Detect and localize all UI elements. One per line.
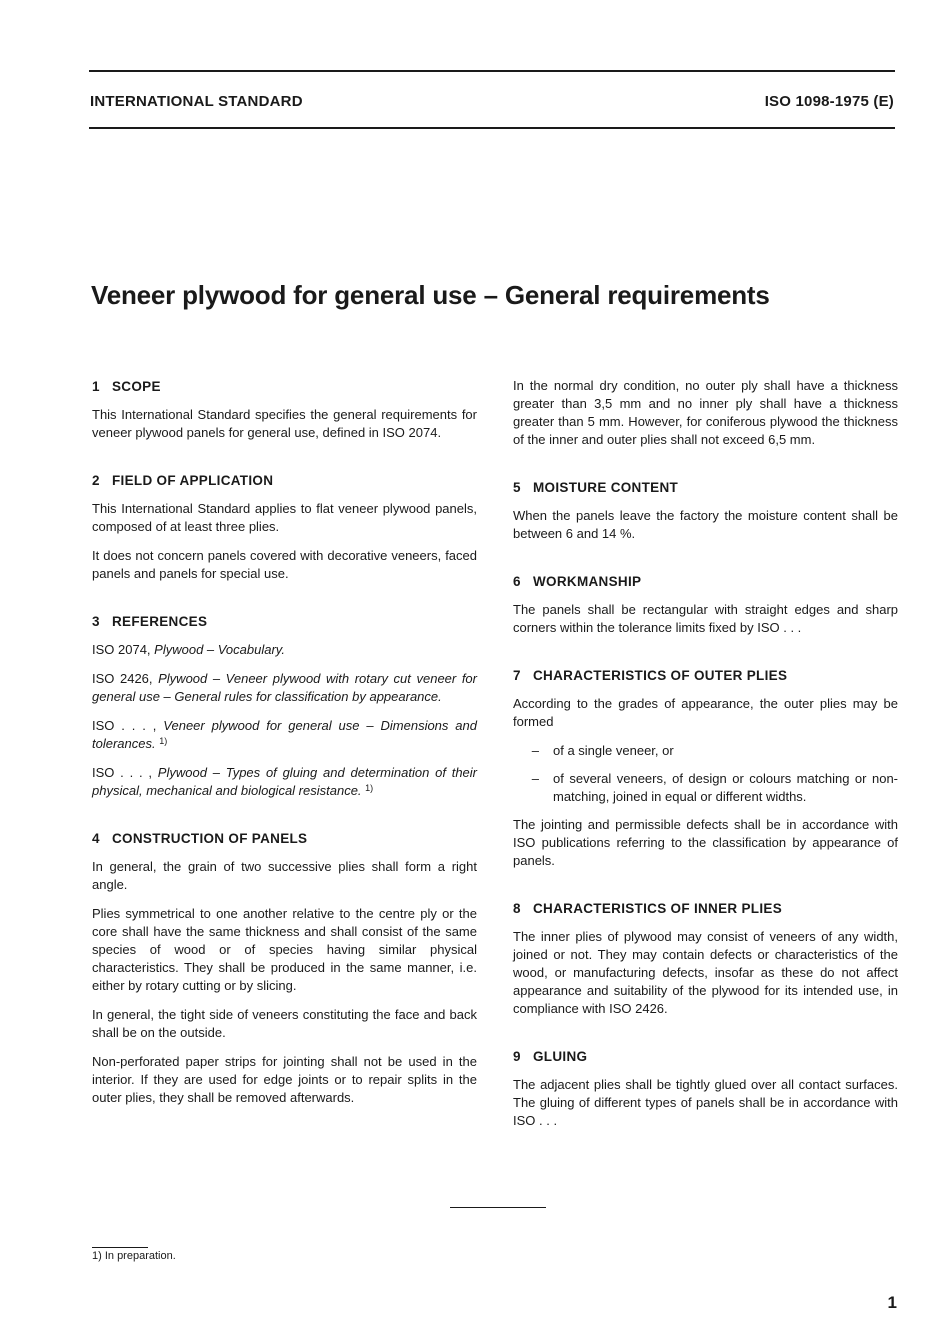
reference-title: Plywood – Veneer plywood with rotary cut veneer for general use – General rules for classification by appearance.: [92, 671, 477, 704]
footnote-marker: 1): [365, 783, 374, 793]
section-outer-plies: [513, 667, 898, 870]
section-number: 3: [92, 614, 100, 629]
paragraph: The panels shall be rectangular with straight edges and sharp corners within the tolerance limits fixed by ISO . . .: [513, 602, 898, 635]
paragraph: This International Standard specifies the general requirements for veneer plywood panels for general use, defined in ISO 2074.: [92, 407, 477, 440]
list-item-text: of several veneers, of design or colours matching or non-matching, joined in equal or different widths.: [553, 771, 898, 804]
list-dash: –: [531, 771, 539, 786]
section-number: 4: [92, 831, 100, 846]
reference-dimensions: [92, 717, 477, 753]
section-number: 6: [513, 574, 521, 589]
section-number: 5: [513, 480, 521, 495]
page-number: 1: [887, 1293, 897, 1312]
list-item: [513, 742, 898, 760]
section-heading: [92, 613, 477, 631]
reference-title: Veneer plywood for general use – Dimensions and tolerances.: [92, 718, 477, 751]
section-heading: [513, 1048, 898, 1066]
section-inner-plies: [513, 900, 898, 1018]
reference-title: Plywood – Vocabulary.: [154, 642, 285, 657]
section-workmanship: [513, 573, 898, 637]
document-title: Veneer plywood for general use – General requirements: [91, 280, 770, 310]
section-number: 9: [513, 1049, 521, 1064]
reference-title: Plywood – Types of gluing and determination of their physical, mechanical and biological resistance.: [92, 765, 478, 798]
section-heading: [513, 667, 898, 685]
list-dash: –: [531, 743, 539, 758]
section-heading: [513, 573, 898, 591]
section-references: [92, 613, 477, 800]
paragraph: In general, the tight side of veneers constituting the face and back shall be on the outside.: [92, 1007, 477, 1040]
paragraph: The adjacent plies shall be tightly glued over all contact surfaces. The gluing of different types of panels shall be in accordance with ISO . . .: [513, 1077, 898, 1128]
reference-iso-2074: [92, 641, 477, 659]
reference-iso-2426: [92, 670, 477, 706]
reference-number: ISO 2426,: [92, 671, 159, 686]
section-construction-continued: [513, 377, 898, 449]
header-document-id: ISO 1098-1975 (E): [764, 93, 894, 110]
list-item-text: of a single veneer, or: [553, 743, 674, 758]
section-field-of-application: [92, 472, 477, 583]
paragraph: When the panels leave the factory the moisture content shall be between 6 and 14 %.: [513, 508, 898, 541]
paragraph: The jointing and permissible defects shall be in accordance with ISO publications referring to the classification by appearance of panels.: [513, 817, 898, 868]
section-title: MOISTURE CONTENT: [533, 480, 679, 495]
reference-number: ISO 2074,: [92, 642, 155, 657]
section-moisture-content: [513, 479, 898, 543]
section-heading: [513, 900, 898, 918]
left-column: [92, 378, 477, 1137]
section-title: CHARACTERISTICS OF OUTER PLIES: [533, 668, 788, 683]
paragraph: Plies symmetrical to one another relative to the centre ply or the core shall have the same thickness and shall consist of the same species of wood or of species having similar physical characteristics. They shall be produced in the same manner, i.e. either by rotary cutting or by slicing.: [92, 906, 477, 993]
section-scope: [92, 378, 477, 442]
header-bottom-rule: [89, 127, 895, 129]
header-standard-label: INTERNATIONAL STANDARD: [90, 93, 303, 110]
section-number: 8: [513, 901, 521, 916]
section-heading: [92, 378, 477, 396]
section-heading: [513, 479, 898, 497]
section-heading: [92, 830, 477, 848]
paragraph: According to the grades of appearance, the outer plies may be formed: [513, 696, 898, 729]
header-top-rule: [89, 70, 895, 72]
reference-number: ISO . . . ,: [92, 718, 164, 733]
section-title: GLUING: [533, 1049, 588, 1064]
list-item: [513, 770, 898, 806]
section-gluing: [513, 1048, 898, 1130]
right-column: [513, 377, 898, 1160]
reference-number: ISO . . . ,: [92, 765, 158, 780]
footnote-marker: 1): [159, 736, 168, 746]
section-number: 2: [92, 473, 100, 488]
reference-gluing: [92, 764, 477, 800]
section-title: WORKMANSHIP: [533, 574, 642, 589]
footnote-rule: [92, 1247, 148, 1248]
section-number: 7: [513, 668, 521, 683]
paragraph: In the normal dry condition, no outer ply shall have a thickness greater than 3,5 mm and no inner ply shall have a thickness greater than 5 mm. However, for coniferous plywood the thickness of the inner and outer plies shall not exceed 6,5 mm.: [513, 378, 898, 447]
section-title: REFERENCES: [112, 614, 208, 629]
end-separator: [450, 1207, 546, 1208]
section-number: 1: [92, 379, 100, 394]
section-construction-of-panels: [92, 830, 477, 1107]
paragraph: This International Standard applies to flat veneer plywood panels, composed of at least three plies.: [92, 501, 477, 534]
paragraph: In general, the grain of two successive plies shall form a right angle.: [92, 859, 477, 892]
paragraph: Non-perforated paper strips for jointing shall not be used in the interior. If they are used for edge joints or to repair splits in the outer plies, they shall be removed afterwards.: [92, 1054, 477, 1105]
section-title: SCOPE: [112, 379, 161, 394]
paragraph: It does not concern panels covered with decorative veneers, faced panels and panels for special use.: [92, 548, 477, 581]
section-title: CHARACTERISTICS OF INNER PLIES: [533, 901, 783, 916]
footnote: 1) In preparation.: [92, 1250, 176, 1262]
paragraph: The inner plies of plywood may consist of veneers of any width, joined or not. They may contain defects or characteristics of the wood, or manufacturing defects, insofar as these do not affect appearance and suitability of the plywood for its intended use, in compliance with ISO 2426.: [513, 929, 898, 1016]
section-heading: [92, 472, 477, 490]
section-title: FIELD OF APPLICATION: [112, 473, 274, 488]
section-title: CONSTRUCTION OF PANELS: [112, 831, 308, 846]
